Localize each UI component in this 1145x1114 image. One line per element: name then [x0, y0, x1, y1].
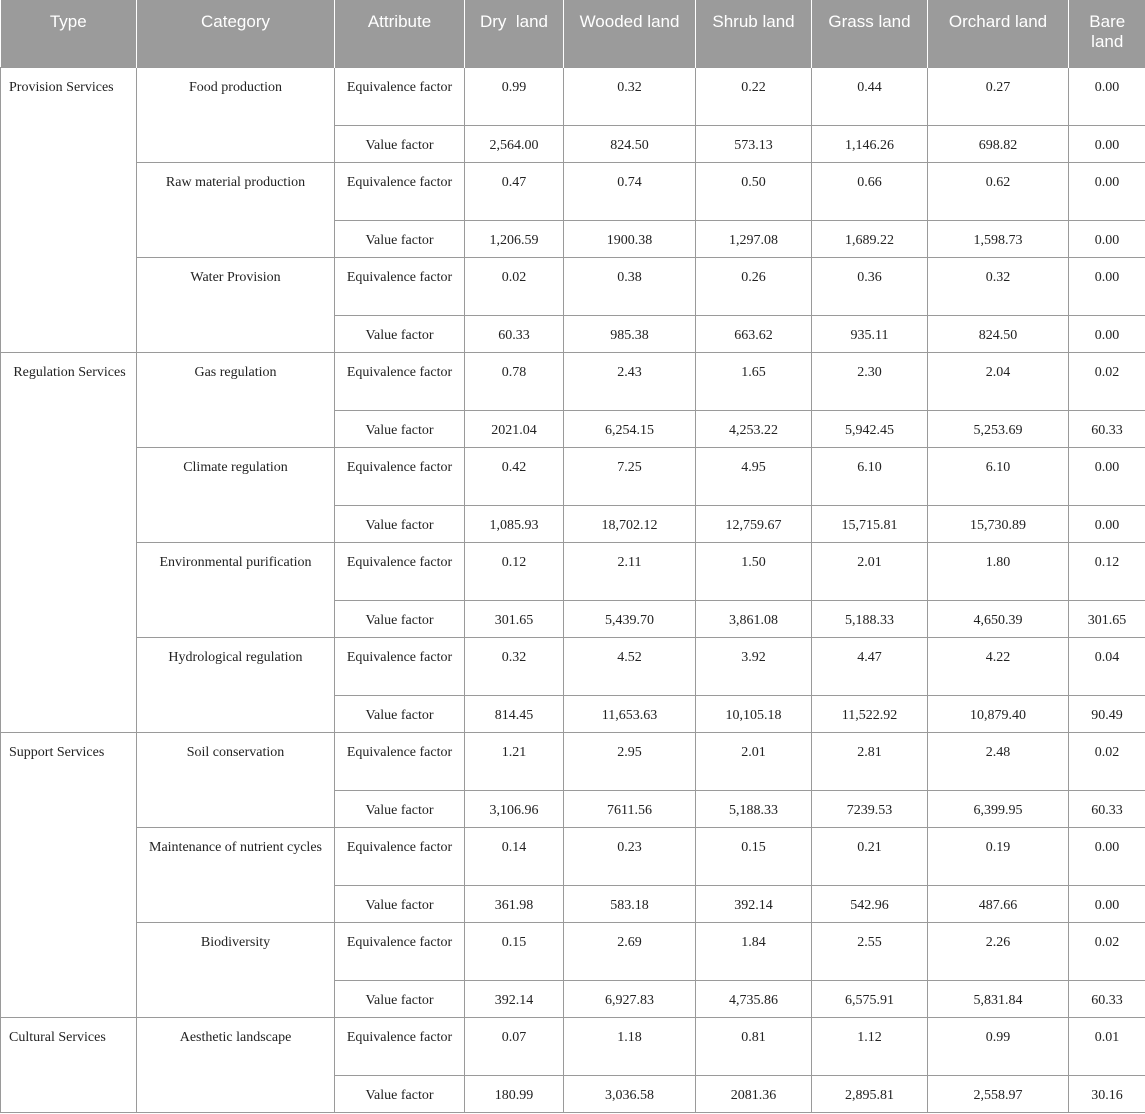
value-cell: 1.12: [812, 1017, 928, 1075]
category-cell: Climate regulation: [137, 447, 335, 542]
value-cell: 663.62: [696, 315, 812, 352]
value-cell: 1.80: [928, 542, 1069, 600]
value-cell: 5,831.84: [928, 980, 1069, 1017]
value-cell: 90.49: [1069, 695, 1145, 732]
attribute-cell: Value factor: [335, 980, 465, 1017]
value-cell: 0.14: [465, 827, 564, 885]
value-cell: 1,689.22: [812, 220, 928, 257]
value-cell: 3,106.96: [465, 790, 564, 827]
header-wooded-land: Wooded land: [564, 0, 696, 67]
value-cell: 824.50: [564, 125, 696, 162]
attribute-cell: Value factor: [335, 885, 465, 922]
attribute-cell: Value factor: [335, 505, 465, 542]
value-cell: 814.45: [465, 695, 564, 732]
value-cell: 5,439.70: [564, 600, 696, 637]
value-cell: 0.99: [465, 67, 564, 125]
category-cell: Environmental purification: [137, 542, 335, 637]
value-cell: 1.50: [696, 542, 812, 600]
value-cell: 0.99: [928, 1017, 1069, 1075]
attribute-cell: Value factor: [335, 315, 465, 352]
value-cell: 487.66: [928, 885, 1069, 922]
value-cell: 0.32: [928, 257, 1069, 315]
attribute-cell: Equivalence factor: [335, 827, 465, 885]
value-cell: 392.14: [696, 885, 812, 922]
value-cell: 60.33: [1069, 790, 1145, 827]
header-grass-land: Grass land: [812, 0, 928, 67]
value-cell: 0.00: [1069, 885, 1145, 922]
value-cell: 3,861.08: [696, 600, 812, 637]
value-cell: 0.27: [928, 67, 1069, 125]
attribute-cell: Equivalence factor: [335, 1017, 465, 1075]
attribute-cell: Equivalence factor: [335, 542, 465, 600]
value-cell: 392.14: [465, 980, 564, 1017]
value-cell: 1900.38: [564, 220, 696, 257]
value-cell: 573.13: [696, 125, 812, 162]
table-row: [1, 352, 1145, 410]
attribute-cell: Equivalence factor: [335, 257, 465, 315]
value-cell: 0.42: [465, 447, 564, 505]
value-cell: 0.19: [928, 827, 1069, 885]
value-cell: 2.69: [564, 922, 696, 980]
value-cell: 0.38: [564, 257, 696, 315]
table-row: [1, 447, 1145, 505]
value-cell: 0.22: [696, 67, 812, 125]
attribute-cell: Value factor: [335, 790, 465, 827]
value-cell: 0.00: [1069, 505, 1145, 542]
value-cell: 0.32: [564, 67, 696, 125]
category-cell: Hydrological regulation: [137, 637, 335, 732]
value-cell: 0.00: [1069, 827, 1145, 885]
value-cell: 583.18: [564, 885, 696, 922]
table-row: [1, 67, 1145, 125]
value-cell: 2.55: [812, 922, 928, 980]
value-cell: 0.00: [1069, 315, 1145, 352]
value-cell: 180.99: [465, 1075, 564, 1112]
header-shrub-land: Shrub land: [696, 0, 812, 67]
attribute-cell: Value factor: [335, 410, 465, 447]
value-cell: 698.82: [928, 125, 1069, 162]
value-cell: 2081.36: [696, 1075, 812, 1112]
value-cell: 0.44: [812, 67, 928, 125]
category-cell: Maintenance of nutrient cycles: [137, 827, 335, 922]
value-cell: 824.50: [928, 315, 1069, 352]
attribute-cell: Equivalence factor: [335, 732, 465, 790]
table-row: [1, 257, 1145, 315]
value-cell: 7.25: [564, 447, 696, 505]
category-cell: Biodiversity: [137, 922, 335, 1017]
value-cell: 7239.53: [812, 790, 928, 827]
header-row: [1, 0, 1145, 67]
value-cell: 4,650.39: [928, 600, 1069, 637]
value-cell: 0.12: [1069, 542, 1145, 600]
table-row: [1, 922, 1145, 980]
value-cell: 0.78: [465, 352, 564, 410]
value-cell: 10,105.18: [696, 695, 812, 732]
category-cell: Gas regulation: [137, 352, 335, 447]
value-cell: 6,927.83: [564, 980, 696, 1017]
value-cell: 1,297.08: [696, 220, 812, 257]
table-row: [1, 542, 1145, 600]
header-dry-land: Dry land: [465, 0, 564, 67]
value-cell: 1.18: [564, 1017, 696, 1075]
value-cell: 2.95: [564, 732, 696, 790]
attribute-cell: Value factor: [335, 600, 465, 637]
value-cell: 11,653.63: [564, 695, 696, 732]
table-row: [1, 827, 1145, 885]
category-cell: Water Provision: [137, 257, 335, 352]
value-cell: 3,036.58: [564, 1075, 696, 1112]
value-cell: 4.47: [812, 637, 928, 695]
value-cell: 6.10: [812, 447, 928, 505]
value-cell: 301.65: [465, 600, 564, 637]
value-cell: 1,146.26: [812, 125, 928, 162]
category-cell: Aesthetic landscape: [137, 1017, 335, 1112]
attribute-cell: Equivalence factor: [335, 67, 465, 125]
value-cell: 1.21: [465, 732, 564, 790]
value-cell: 0.47: [465, 162, 564, 220]
value-cell: 4,253.22: [696, 410, 812, 447]
header-bare-land: Bare land: [1069, 0, 1145, 67]
value-cell: 0.02: [1069, 732, 1145, 790]
attribute-cell: Equivalence factor: [335, 447, 465, 505]
value-cell: 2,564.00: [465, 125, 564, 162]
value-cell: 6,254.15: [564, 410, 696, 447]
service-type-cell: Support Services: [1, 732, 137, 1017]
value-cell: 2.30: [812, 352, 928, 410]
value-cell: 2,895.81: [812, 1075, 928, 1112]
value-cell: 2,558.97: [928, 1075, 1069, 1112]
value-cell: 0.02: [1069, 352, 1145, 410]
value-cell: 2.43: [564, 352, 696, 410]
value-cell: 4.95: [696, 447, 812, 505]
value-cell: 0.15: [696, 827, 812, 885]
attribute-cell: Value factor: [335, 220, 465, 257]
value-cell: 0.36: [812, 257, 928, 315]
value-cell: 6,575.91: [812, 980, 928, 1017]
attribute-cell: Equivalence factor: [335, 637, 465, 695]
table-row: [1, 1017, 1145, 1075]
value-cell: 0.62: [928, 162, 1069, 220]
value-cell: 0.74: [564, 162, 696, 220]
value-cell: 5,942.45: [812, 410, 928, 447]
value-cell: 0.00: [1069, 447, 1145, 505]
value-cell: 542.96: [812, 885, 928, 922]
value-cell: 60.33: [1069, 980, 1145, 1017]
value-cell: 0.02: [465, 257, 564, 315]
service-type-cell: Cultural Services: [1, 1017, 137, 1112]
value-cell: 15,730.89: [928, 505, 1069, 542]
value-cell: 2.01: [812, 542, 928, 600]
value-cell: 6.10: [928, 447, 1069, 505]
value-cell: 0.50: [696, 162, 812, 220]
table-body: [1, 67, 1145, 1112]
value-cell: 1.65: [696, 352, 812, 410]
attribute-cell: Equivalence factor: [335, 352, 465, 410]
header-attribute: Attribute: [335, 0, 465, 67]
value-cell: 0.00: [1069, 67, 1145, 125]
value-cell: 0.15: [465, 922, 564, 980]
value-cell: 15,715.81: [812, 505, 928, 542]
value-cell: 2.26: [928, 922, 1069, 980]
attribute-cell: Value factor: [335, 695, 465, 732]
value-cell: 1,206.59: [465, 220, 564, 257]
value-cell: 301.65: [1069, 600, 1145, 637]
value-cell: 0.81: [696, 1017, 812, 1075]
value-cell: 0.00: [1069, 125, 1145, 162]
value-cell: 3.92: [696, 637, 812, 695]
value-cell: 985.38: [564, 315, 696, 352]
header-orchard-land: Orchard land: [928, 0, 1069, 67]
value-cell: 0.32: [465, 637, 564, 695]
value-cell: 6,399.95: [928, 790, 1069, 827]
value-cell: 0.00: [1069, 257, 1145, 315]
value-cell: 2.01: [696, 732, 812, 790]
value-cell: 0.07: [465, 1017, 564, 1075]
value-cell: 1.84: [696, 922, 812, 980]
service-type-cell: Regulation Services: [1, 352, 137, 732]
value-cell: 4.22: [928, 637, 1069, 695]
value-cell: 5,188.33: [812, 600, 928, 637]
table-row: [1, 162, 1145, 220]
value-cell: 0.23: [564, 827, 696, 885]
service-type-cell: Provision Services: [1, 67, 137, 352]
attribute-cell: Value factor: [335, 1075, 465, 1112]
category-cell: Food production: [137, 67, 335, 162]
value-cell: 0.12: [465, 542, 564, 600]
value-cell: 2021.04: [465, 410, 564, 447]
value-cell: 0.66: [812, 162, 928, 220]
value-cell: 2.48: [928, 732, 1069, 790]
value-cell: 0.26: [696, 257, 812, 315]
attribute-cell: Equivalence factor: [335, 162, 465, 220]
attribute-cell: Equivalence factor: [335, 922, 465, 980]
value-cell: 1,598.73: [928, 220, 1069, 257]
value-cell: 5,253.69: [928, 410, 1069, 447]
value-cell: 2.81: [812, 732, 928, 790]
value-cell: 11,522.92: [812, 695, 928, 732]
value-cell: 30.16: [1069, 1075, 1145, 1112]
value-cell: 0.00: [1069, 220, 1145, 257]
value-cell: 2.11: [564, 542, 696, 600]
category-cell: Raw material production: [137, 162, 335, 257]
header-type: Type: [1, 0, 137, 67]
value-cell: 0.00: [1069, 162, 1145, 220]
attribute-cell: Value factor: [335, 125, 465, 162]
category-cell: Soil conservation: [137, 732, 335, 827]
value-cell: 5,188.33: [696, 790, 812, 827]
value-cell: 0.04: [1069, 637, 1145, 695]
value-cell: 4.52: [564, 637, 696, 695]
value-cell: 4,735.86: [696, 980, 812, 1017]
value-cell: 12,759.67: [696, 505, 812, 542]
value-cell: 60.33: [1069, 410, 1145, 447]
value-cell: 18,702.12: [564, 505, 696, 542]
value-cell: 935.11: [812, 315, 928, 352]
table-row: [1, 637, 1145, 695]
value-cell: 0.01: [1069, 1017, 1145, 1075]
table-row: [1, 732, 1145, 790]
header-category: Category: [137, 0, 335, 67]
value-cell: 10,879.40: [928, 695, 1069, 732]
value-cell: 0.02: [1069, 922, 1145, 980]
value-cell: 361.98: [465, 885, 564, 922]
value-cell: 7611.56: [564, 790, 696, 827]
value-cell: 0.21: [812, 827, 928, 885]
value-cell: 2.04: [928, 352, 1069, 410]
value-cell: 60.33: [465, 315, 564, 352]
value-cell: 1,085.93: [465, 505, 564, 542]
